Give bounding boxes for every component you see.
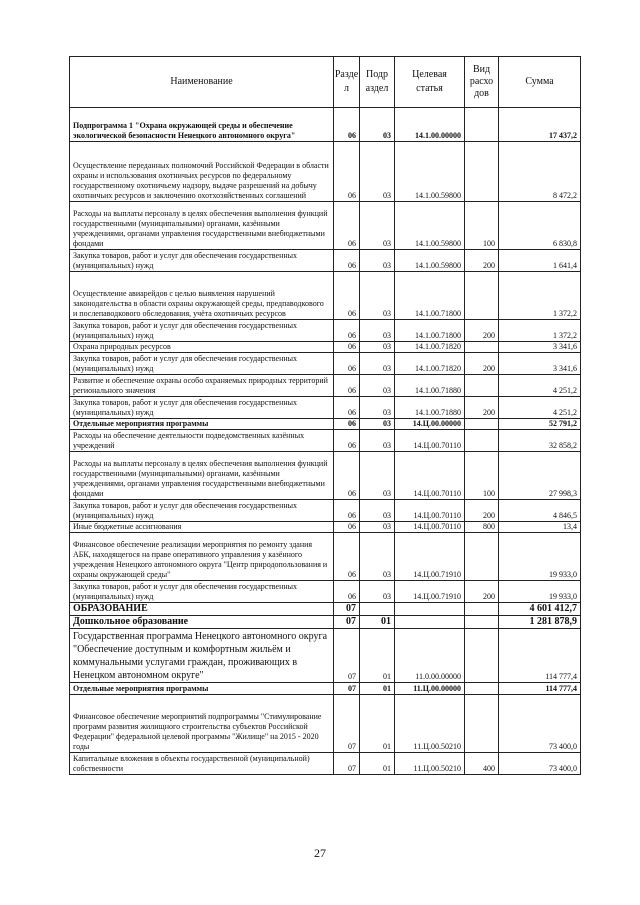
cell-subsection: 03	[360, 353, 395, 375]
cell-expense-type	[465, 533, 499, 581]
table-row	[70, 353, 581, 375]
table-row	[70, 753, 581, 775]
table-row	[70, 452, 581, 500]
table-row	[70, 342, 581, 353]
cell-name: Государственная программа Ненецкого автономного округа "Обеспечение доступным и комфортным жильём и коммунальными услугами граждан, проживающих в Ненецком автономном округе"	[70, 629, 334, 683]
cell-sum: 114 777,4	[499, 683, 581, 695]
cell-target-article: 14.Ц.00.70110	[395, 452, 465, 500]
cell-sum: 4 251,2	[499, 397, 581, 419]
cell-sum: 4 846,5	[499, 500, 581, 522]
cell-target-article	[395, 603, 465, 616]
cell-name: ОБРАЗОВАНИЕ	[70, 603, 334, 616]
cell-section: 06	[334, 108, 360, 142]
cell-subsection: 03	[360, 430, 395, 452]
cell-expense-type	[465, 142, 499, 202]
cell-section: 06	[334, 397, 360, 419]
cell-target-article: 14.1.00.59800	[395, 250, 465, 272]
cell-section: 06	[334, 452, 360, 500]
cell-expense-type: 400	[465, 753, 499, 775]
cell-expense-type: 200	[465, 397, 499, 419]
cell-subsection: 03	[360, 452, 395, 500]
cell-target-article: 14.1.00.71800	[395, 320, 465, 342]
table-row	[70, 522, 581, 533]
cell-name: Охрана природных ресурсов	[70, 342, 334, 353]
cell-sum: 4 601 412,7	[499, 603, 581, 616]
cell-section: 06	[334, 250, 360, 272]
cell-sum: 4 251,2	[499, 375, 581, 397]
header-expense-type: Вид расхо дов	[465, 57, 499, 108]
cell-sum: 114 777,4	[499, 629, 581, 683]
table-row	[70, 695, 581, 753]
table-row	[70, 397, 581, 419]
header-subsection: Подр аздел	[360, 57, 395, 108]
cell-name: Закупка товаров, работ и услуг для обеспечения государственных (муниципальных) нужд	[70, 581, 334, 603]
cell-target-article: 14.Ц.00.71910	[395, 533, 465, 581]
cell-name: Закупка товаров, работ и услуг для обеспечения государственных (муниципальных) нужд	[70, 353, 334, 375]
cell-sum: 19 933,0	[499, 581, 581, 603]
cell-sum: 19 933,0	[499, 533, 581, 581]
cell-section: 06	[334, 375, 360, 397]
cell-expense-type	[465, 616, 499, 629]
cell-subsection: 03	[360, 142, 395, 202]
table-row	[70, 533, 581, 581]
table-row	[70, 629, 581, 683]
cell-subsection: 01	[360, 616, 395, 629]
cell-section: 06	[334, 353, 360, 375]
table-row	[70, 419, 581, 430]
cell-target-article: 11.Ц.00.50210	[395, 753, 465, 775]
cell-target-article: 14.1.00.71880	[395, 397, 465, 419]
cell-name: Развитие и обеспечение охраны особо охраняемых природных территорий регионального значения	[70, 375, 334, 397]
cell-expense-type	[465, 419, 499, 430]
cell-expense-type	[465, 683, 499, 695]
cell-name: Финансовое обеспечение реализации мероприятия по ремонту здания АБК, находящегося на праве оперативного управления у казённого учреждения Ненецкого автономного округа "Центр природопользования и охраны окружающей среды"	[70, 533, 334, 581]
cell-target-article: 14.Ц.00.70110	[395, 522, 465, 533]
cell-sum: 73 400,0	[499, 753, 581, 775]
table-row	[70, 320, 581, 342]
cell-expense-type: 100	[465, 452, 499, 500]
table-row	[70, 202, 581, 250]
cell-sum: 3 341,6	[499, 342, 581, 353]
cell-sum: 13,4	[499, 522, 581, 533]
cell-name: Расходы на выплаты персоналу в целях обеспечения выполнения функций государственными (муниципальными) органами, казёнными учреждениями, органами управления государственными внебюджетными фондами	[70, 202, 334, 250]
cell-expense-type	[465, 695, 499, 753]
table-row	[70, 603, 581, 616]
cell-subsection: 03	[360, 375, 395, 397]
cell-expense-type: 200	[465, 500, 499, 522]
cell-section: 07	[334, 683, 360, 695]
cell-sum: 32 858,2	[499, 430, 581, 452]
cell-name: Расходы на обеспечение деятельности подведомственных казённых учреждений	[70, 430, 334, 452]
cell-section: 07	[334, 616, 360, 629]
cell-target-article: 14.1.00.71800	[395, 272, 465, 320]
cell-target-article: 14.Ц.00.00000	[395, 419, 465, 430]
cell-name: Закупка товаров, работ и услуг для обеспечения государственных (муниципальных) нужд	[70, 250, 334, 272]
cell-target-article: 14.1.00.71820	[395, 342, 465, 353]
cell-subsection: 03	[360, 320, 395, 342]
cell-expense-type: 200	[465, 250, 499, 272]
cell-sum: 8 472,2	[499, 142, 581, 202]
cell-target-article: 14.Ц.00.70110	[395, 430, 465, 452]
cell-subsection: 03	[360, 272, 395, 320]
cell-expense-type: 200	[465, 581, 499, 603]
cell-name: Подпрограмма 1 "Охрана окружающей среды и обеспечение экологической безопасности Ненецкого автономного округа"	[70, 108, 334, 142]
cell-subsection: 03	[360, 533, 395, 581]
cell-target-article: 14.Ц.00.71910	[395, 581, 465, 603]
cell-expense-type	[465, 272, 499, 320]
table-row	[70, 500, 581, 522]
cell-subsection: 03	[360, 419, 395, 430]
header-section: Разде л	[334, 57, 360, 108]
cell-name: Отдельные мероприятия программы	[70, 683, 334, 695]
table-row	[70, 272, 581, 320]
cell-name: Дошкольное образование	[70, 616, 334, 629]
cell-expense-type	[465, 108, 499, 142]
cell-target-article	[395, 616, 465, 629]
cell-name: Расходы на выплаты персоналу в целях обеспечения выполнения функций государственными (муниципальными) органами, казёнными учреждениями, органами управления государственными внебюджетными фондами	[70, 452, 334, 500]
budget-table	[69, 56, 581, 775]
cell-sum: 73 400,0	[499, 695, 581, 753]
cell-name: Капитальные вложения в объекты государственной (муниципальной) собственности	[70, 753, 334, 775]
cell-sum: 3 341,6	[499, 353, 581, 375]
cell-target-article: 11.Ц.00.50210	[395, 695, 465, 753]
cell-section: 06	[334, 533, 360, 581]
cell-section: 06	[334, 430, 360, 452]
cell-subsection: 03	[360, 397, 395, 419]
cell-subsection: 03	[360, 342, 395, 353]
cell-section: 07	[334, 603, 360, 616]
header-name: Наименование	[70, 57, 334, 108]
header-target-article: Целевая статья	[395, 57, 465, 108]
cell-target-article: 11.0.00.00000	[395, 629, 465, 683]
cell-sum: 1 372,2	[499, 272, 581, 320]
cell-subsection: 03	[360, 250, 395, 272]
cell-expense-type: 200	[465, 353, 499, 375]
cell-expense-type	[465, 375, 499, 397]
cell-subsection: 01	[360, 683, 395, 695]
table-row	[70, 375, 581, 397]
cell-section: 06	[334, 581, 360, 603]
cell-expense-type	[465, 629, 499, 683]
cell-subsection: 03	[360, 581, 395, 603]
table-row	[70, 683, 581, 695]
cell-name: Осуществление переданных полномочий Российской Федерации в области охраны и использования охотничьих ресурсов по федеральному государственному охотничьему надзору, выдаче разрешений на добычу охотничьих ресурсов и заключению охотхозяйственных соглашений	[70, 142, 334, 202]
cell-subsection: 03	[360, 500, 395, 522]
cell-target-article: 14.1.00.71880	[395, 375, 465, 397]
cell-name: Закупка товаров, работ и услуг для обеспечения государственных (муниципальных) нужд	[70, 320, 334, 342]
cell-sum: 1 641,4	[499, 250, 581, 272]
cell-sum: 1 372,2	[499, 320, 581, 342]
cell-subsection: 03	[360, 202, 395, 250]
table-row	[70, 142, 581, 202]
cell-section: 06	[334, 202, 360, 250]
cell-target-article: 14.1.00.71820	[395, 353, 465, 375]
cell-expense-type	[465, 342, 499, 353]
cell-name: Закупка товаров, работ и услуг для обеспечения государственных (муниципальных) нужд	[70, 500, 334, 522]
cell-target-article: 14.Ц.00.70110	[395, 500, 465, 522]
cell-subsection: 03	[360, 522, 395, 533]
cell-target-article: 14.1.00.59800	[395, 142, 465, 202]
cell-name: Закупка товаров, работ и услуг для обеспечения государственных (муниципальных) нужд	[70, 397, 334, 419]
cell-subsection: 03	[360, 108, 395, 142]
cell-section: 06	[334, 320, 360, 342]
cell-subsection: 01	[360, 695, 395, 753]
cell-expense-type	[465, 603, 499, 616]
cell-section: 07	[334, 695, 360, 753]
cell-section: 06	[334, 419, 360, 430]
cell-target-article: 14.1.00.59800	[395, 202, 465, 250]
cell-subsection: 01	[360, 753, 395, 775]
header-sum: Сумма	[499, 57, 581, 108]
cell-subsection	[360, 603, 395, 616]
table-row	[70, 616, 581, 629]
cell-name: Отдельные мероприятия программы	[70, 419, 334, 430]
cell-sum: 17 437,2	[499, 108, 581, 142]
table-row	[70, 581, 581, 603]
cell-name: Осуществление авиарейдов с целью выявления нарушений законодательства в области охраны окружающей среды, предпаводкового и послепаводкового обследования, учёта охотничьих ресурсов	[70, 272, 334, 320]
cell-sum: 1 281 878,9	[499, 616, 581, 629]
cell-expense-type: 100	[465, 202, 499, 250]
table-header-row	[70, 57, 581, 108]
table-row	[70, 430, 581, 452]
cell-target-article: 14.1.00.00000	[395, 108, 465, 142]
cell-sum: 27 998,3	[499, 452, 581, 500]
cell-section: 06	[334, 272, 360, 320]
cell-section: 06	[334, 142, 360, 202]
cell-expense-type: 200	[465, 320, 499, 342]
cell-section: 06	[334, 500, 360, 522]
cell-expense-type: 800	[465, 522, 499, 533]
cell-sum: 52 791,2	[499, 419, 581, 430]
cell-sum: 6 830,8	[499, 202, 581, 250]
table-row	[70, 108, 581, 142]
cell-expense-type	[465, 430, 499, 452]
cell-target-article: 11.Ц.00.00000	[395, 683, 465, 695]
table-row	[70, 250, 581, 272]
table-body	[70, 108, 581, 775]
cell-name: Иные бюджетные ассигнования	[70, 522, 334, 533]
cell-name: Финансовое обеспечение мероприятий подпрограммы "Стимулирование программ развития жилищного строительства субъектов Российской Федерации" федеральной целевой программы "Жилище" на 2015 - 2020 годы	[70, 695, 334, 753]
cell-section: 06	[334, 342, 360, 353]
page-number: 27	[314, 846, 326, 860]
cell-subsection: 01	[360, 629, 395, 683]
cell-section: 07	[334, 629, 360, 683]
cell-section: 07	[334, 753, 360, 775]
cell-section: 06	[334, 522, 360, 533]
